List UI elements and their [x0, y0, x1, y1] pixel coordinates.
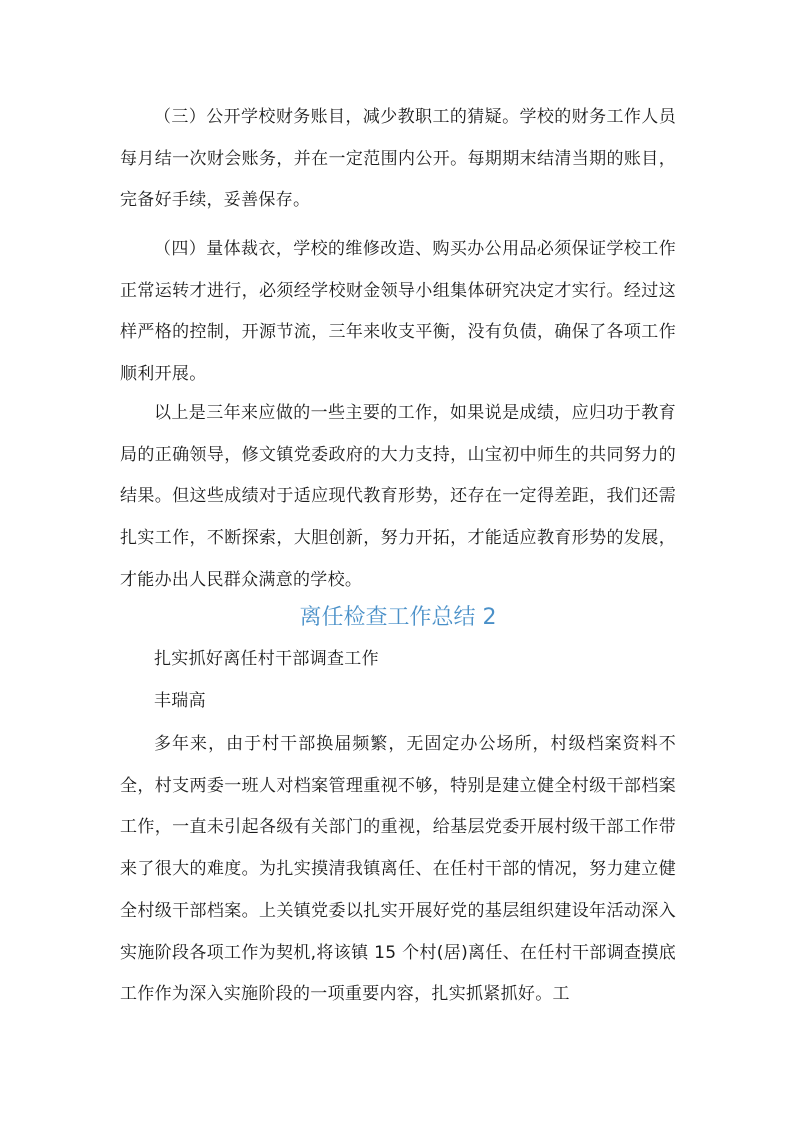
- paragraph-body: 多年来，由于村干部换届频繁，无固定办公场所，村级档案资料不全，村支两委一班人对档案管理重视不够，特别是建立健全村级干部档案工作，一直未引起各级有关部门的重视，给基层党委开展村级干部工作带来了很大的难度。为扎实摸清我镇离任、在任村干部的情况，努力建立健全村级干部档案。上关镇党委以扎实开展好党的基层组织建设年活动深入实施阶段各项工作为契机,将该镇 15 个村(居)离任、在任村干部调查摸底工作作为深入实施阶段的一项重要内容，扎实抓紧抓好。工: [120, 734, 676, 1005]
- paragraph-conclusion: 以上是三年来应做的一些主要的工作，如果说是成绩，应归功于教育局的正确领导，修文镇党委政府的大力支持，山宝初中师生的共同努力的结果。但这些成绩对于适应现代教育形势，还存在一定得差距，我们还需扎实工作，不断探索，大胆创新，努力开拓，才能适应教育形势的发展，才能办出人民群众满意的学校。: [120, 403, 676, 590]
- paragraph-budget-control: （四）量体裁衣，学校的维修改造、购买办公用品必须保证学校工作正常运转才进行，必须经学校财金领导小组集体研究决定才实行。经过这样严格的控制，开源节流，三年来收支平衡，没有负债，确保了各项工作顺利开展。: [120, 239, 676, 385]
- section-title: 离任检查工作总结 2: [299, 605, 497, 630]
- article-author: 丰瑞高: [154, 691, 206, 711]
- paragraph-financial-accounts: （三）公开学校财务账目，减少教职工的猜疑。学校的财务工作人员每月结一次财会账务，并在一定范围内公开。每期期末结清当期的账目，完备好手续，妥善保存。: [120, 107, 676, 211]
- article-subtitle: 扎实抓好离任村干部调查工作: [154, 649, 379, 669]
